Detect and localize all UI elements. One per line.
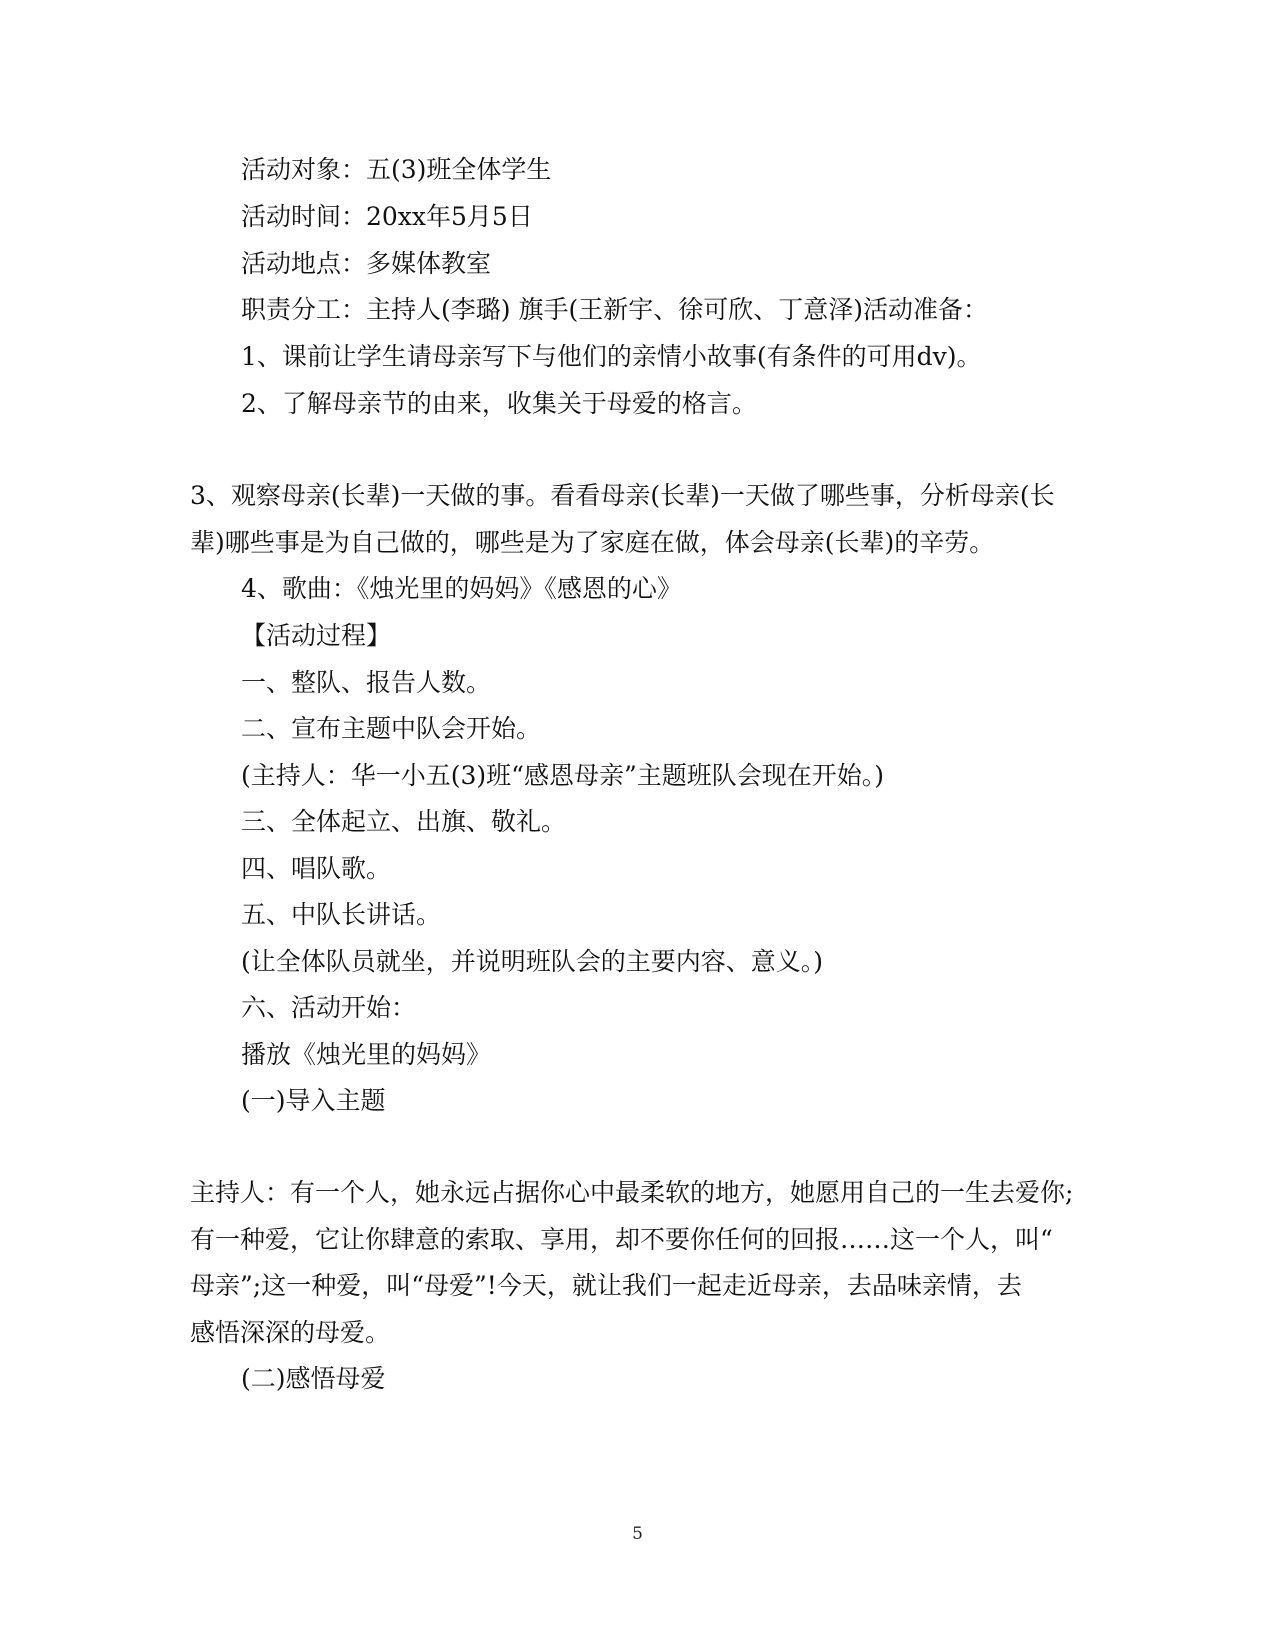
play-song: 播放《烛光里的妈妈》 <box>241 1040 492 1069</box>
activity-place: 活动地点：多媒体教室 <box>241 249 492 278</box>
prep-item-4: 4、歌曲：《烛光里的妈妈》《感恩的心》 <box>241 574 682 603</box>
prep-item-1: 1、课前让学生请母亲写下与他们的亲情小故事(有条件的可用dv)。 <box>241 342 982 371</box>
prep-item-2: 2、了解母亲节的由来，收集关于母爱的格言。 <box>241 389 757 418</box>
step-1: 一、整队、报告人数。 <box>241 668 492 697</box>
activity-target: 活动对象：五(3)班全体学生 <box>241 155 552 184</box>
host-speech-line-3: 母亲”;这一种爱，叫“母爱”!今天，就让我们一起走近母亲，去品味亲情，去 <box>190 1271 1022 1300</box>
step-4: 四、唱队歌。 <box>241 854 392 883</box>
subsection-1: (一)导入主题 <box>241 1086 386 1115</box>
prep-item-3-line-1: 3、观察母亲(长辈)一天做的事。看看母亲(长辈)一天做了哪些事，分析母亲(长 <box>190 481 1055 510</box>
page-number: 5 <box>632 1524 643 1544</box>
process-heading: 【活动过程】 <box>241 621 392 650</box>
step-2: 二、宣布主题中队会开始。 <box>241 714 542 743</box>
step-5: 五、中队长讲话。 <box>241 900 442 929</box>
step-6: 六、活动开始： <box>241 993 417 1022</box>
host-speech-line-1: 主持人：有一个人，她永远占据你心中最柔软的地方，她愿用自己的一生去爱你; <box>190 1178 1074 1207</box>
host-opening: (主持人：华一小五(3)班“感恩母亲”主题班队会现在开始。) <box>241 761 884 790</box>
host-speech-line-4: 感悟深深的母爱。 <box>190 1318 391 1347</box>
prep-item-3-line-2: 辈)哪些事是为自己做的，哪些是为了家庭在做，体会母亲(长辈)的辛劳。 <box>190 528 995 557</box>
host-speech-line-2: 有一种爱，它让你肆意的索取、享用，却不要你任何的回报……这一个人，叫“ <box>190 1225 1053 1254</box>
step-5-note: (让全体队员就坐，并说明班队会的主要内容、意义。) <box>241 947 824 976</box>
step-3: 三、全体起立、出旗、敬礼。 <box>241 807 567 836</box>
duty-assignment: 职责分工：主持人(李璐) 旗手(王新宇、徐可欣、丁意泽)活动准备： <box>241 295 988 324</box>
subsection-2: (二)感悟母爱 <box>241 1364 386 1393</box>
activity-time: 活动时间：20xx年5月5日 <box>241 202 533 231</box>
